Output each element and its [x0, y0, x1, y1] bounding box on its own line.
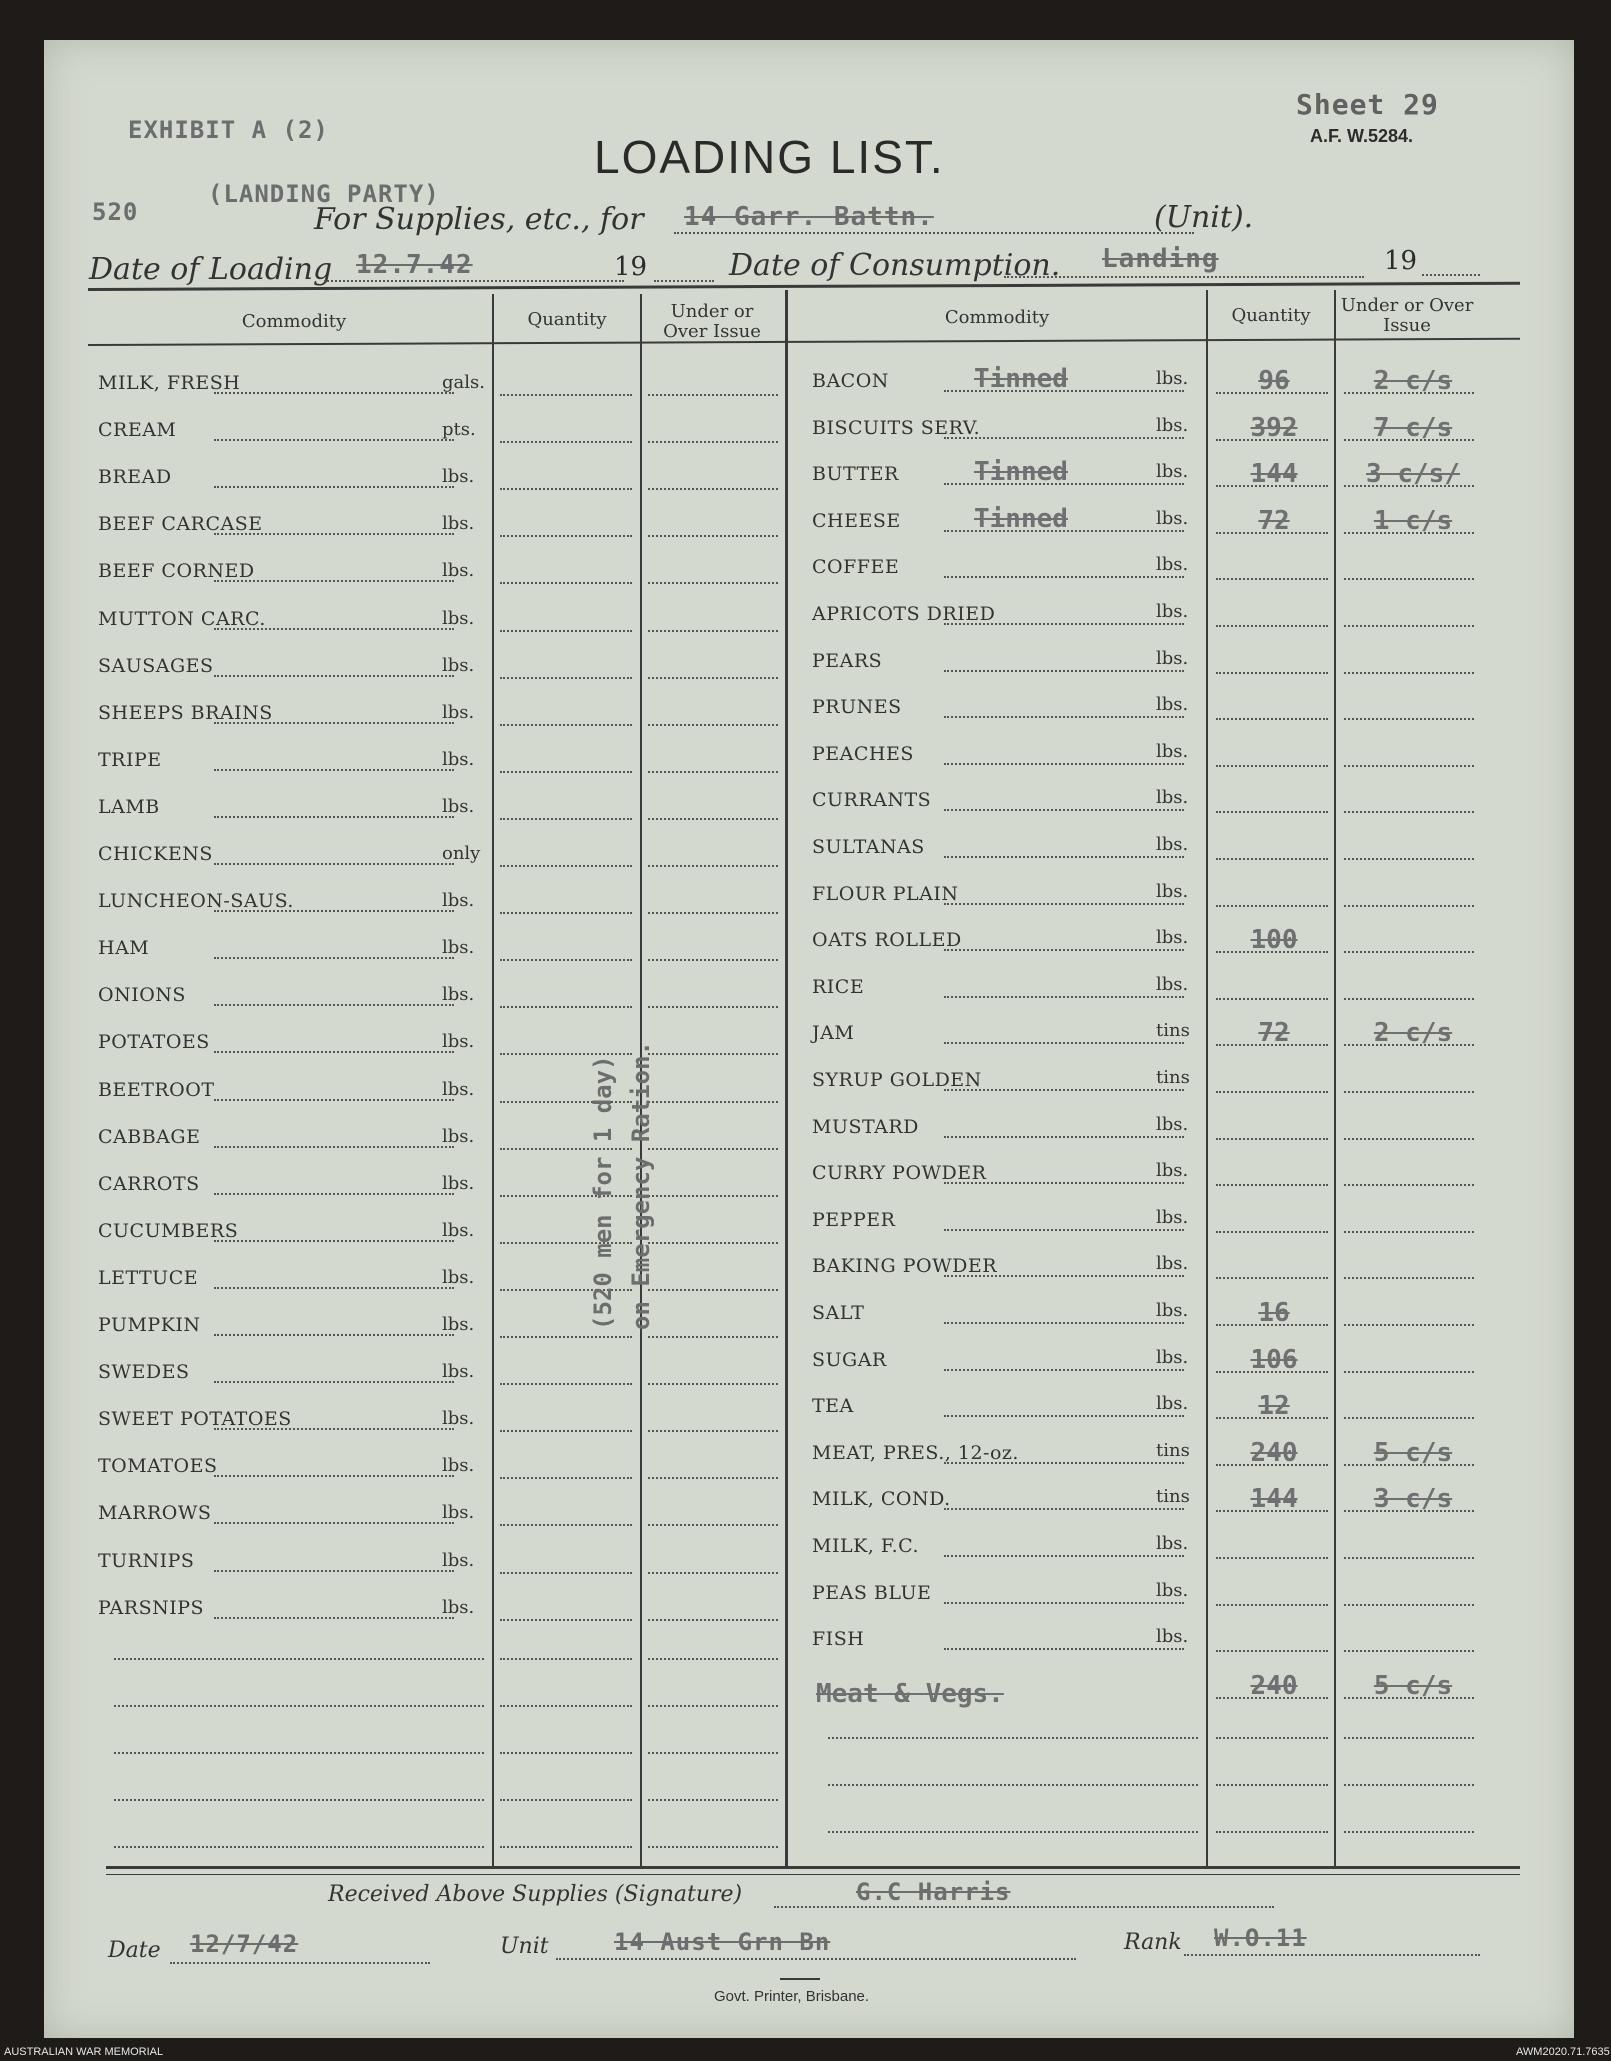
left-commodity-label: ONIONS — [98, 984, 186, 1006]
left-commodity-label: CREAM — [98, 419, 177, 441]
left-commodity-label: SWEDES — [98, 1361, 190, 1383]
header-bottom-rule — [88, 338, 1520, 346]
left-unit-label: lbs. — [442, 1502, 475, 1523]
footer-unit-value: 14 Aust Grn Bn — [614, 1928, 831, 1956]
right-unit-label: lbs. — [1156, 741, 1189, 762]
issue-value: 5 c/s — [1373, 1671, 1453, 1701]
right-unit-label: lbs. — [1156, 461, 1189, 482]
archive-caption-right: AWM2020.71.7635 — [1516, 2046, 1610, 2058]
left-commodity-label: CHICKENS — [98, 843, 213, 865]
right-commodity-label: PEACHES — [812, 743, 914, 765]
right-commodity-label: PEARS — [812, 650, 883, 672]
unit-label: (Unit). — [1154, 200, 1254, 235]
right-commodity-label: OATS ROLLED — [812, 929, 962, 951]
right-unit-label: tins — [1156, 1440, 1190, 1461]
left-unit-label: lbs. — [442, 1126, 475, 1147]
quantity-value: 240 — [1250, 1671, 1298, 1701]
right-unit-label: lbs. — [1156, 1160, 1189, 1181]
right-commodity-label: TEA — [812, 1395, 854, 1417]
year-label-2: 19 — [1384, 246, 1418, 276]
right-unit-label: lbs. — [1156, 415, 1189, 436]
emergency-ration-note-line1: (520 men for 1 day) — [589, 1055, 617, 1330]
date-value: 12/7/42 — [190, 1930, 299, 1958]
right-commodity-label: BAKING POWDER — [812, 1255, 998, 1277]
right-unit-label: lbs. — [1156, 1253, 1189, 1274]
col-issue-left: Under or Over Issue — [663, 301, 761, 342]
left-commodity-label: LAMB — [98, 796, 160, 818]
date-loading-value: 12.7.42 — [356, 250, 473, 280]
date-loading-label: Date of Loading — [89, 252, 333, 287]
left-unit-label: pts. — [442, 419, 476, 440]
right-commodity-label: CURRY POWDER — [812, 1162, 987, 1184]
right-unit-label: tins — [1156, 1067, 1190, 1088]
left-unit-label: only — [442, 843, 481, 864]
left-unit-label: lbs. — [442, 749, 475, 770]
left-unit-label: lbs. — [442, 1361, 475, 1382]
issue-value: 1 c/s — [1373, 506, 1453, 536]
issue-value: 7 c/s — [1373, 413, 1453, 443]
quantity-value: 240 — [1250, 1438, 1298, 1468]
left-commodity-label: MUTTON CARC. — [98, 608, 266, 630]
left-unit-label: lbs. — [442, 466, 475, 487]
date-consumption-value: Landing — [1102, 244, 1219, 274]
right-unit-label: lbs. — [1156, 787, 1189, 808]
right-commodity-label: RICE — [812, 976, 865, 998]
quantity-value: 16 — [1258, 1298, 1290, 1328]
quantity-value: 144 — [1250, 459, 1298, 489]
received-signature: G.C Harris — [856, 1878, 1011, 1906]
right-unit-label: lbs. — [1156, 1580, 1189, 1601]
right-unit-label: lbs. — [1156, 1347, 1189, 1368]
right-unit-label: tins — [1156, 1020, 1190, 1041]
right-commodity-label: FISH — [812, 1628, 865, 1650]
right-commodity-label: MILK, F.C. — [812, 1535, 920, 1557]
page-title: LOADING LIST. — [594, 131, 945, 183]
col-commodity-left: Commodity — [241, 311, 347, 332]
right-unit-label: tins — [1156, 1486, 1190, 1507]
left-unit-label: lbs. — [442, 984, 475, 1005]
left-unit-label: lbs. — [442, 513, 475, 534]
right-unit-label: lbs. — [1156, 554, 1189, 575]
for-supplies-label: For Supplies, etc., for — [314, 202, 644, 237]
emergency-ration-note — [584, 900, 684, 1330]
right-unit-label: lbs. — [1156, 927, 1189, 948]
date-label: Date — [108, 1938, 161, 1963]
issue-value: 3 c/s — [1373, 1484, 1453, 1514]
emergency-ration-note-line2: on Emergency Ration. — [627, 1041, 655, 1330]
issue-value: 2 c/s — [1373, 366, 1453, 396]
right-commodity-label: PRUNES — [812, 696, 902, 718]
right-unit-label: lbs. — [1156, 368, 1189, 389]
right-unit-label: lbs. — [1156, 508, 1189, 529]
typed-annotation: Tinned — [974, 457, 1068, 487]
typed-annotation: Tinned — [974, 364, 1068, 394]
divider-left-qty — [492, 294, 494, 1866]
landing-party-label: (LANDING PARTY) — [208, 180, 440, 208]
col-issue-right: Under or Over Issue — [1340, 295, 1474, 336]
table-bottom-rule-2 — [106, 1874, 1520, 1875]
right-commodity-label: COFFEE — [812, 556, 900, 578]
quantity-value: 96 — [1258, 366, 1290, 396]
quantity-value: 106 — [1250, 1345, 1298, 1375]
rank-label: Rank — [1124, 1930, 1182, 1955]
quantity-value: 144 — [1250, 1484, 1298, 1514]
right-commodity-label: APRICOTS DRIED — [812, 603, 996, 625]
left-unit-label: lbs. — [442, 1550, 475, 1571]
left-commodity-label: BREAD — [98, 466, 172, 488]
left-unit-label: lbs. — [442, 702, 475, 723]
left-commodity-label: LETTUCE — [98, 1267, 199, 1289]
left-commodity-label: CARROTS — [98, 1173, 200, 1195]
right-unit-label: lbs. — [1156, 1626, 1189, 1647]
left-commodity-label: CUCUMBERS — [98, 1220, 239, 1242]
right-commodity-label: JAM — [812, 1022, 855, 1044]
col-commodity-right: Commodity — [944, 307, 1050, 328]
right-unit-label: lbs. — [1156, 1114, 1189, 1135]
right-unit-label: lbs. — [1156, 1393, 1189, 1414]
right-commodity-label: MILK, COND. — [812, 1488, 951, 1510]
left-commodity-label: POTATOES — [98, 1031, 210, 1053]
left-commodity-label: PUMPKIN — [98, 1314, 201, 1336]
right-unit-label: lbs. — [1156, 1207, 1189, 1228]
left-unit-label: lbs. — [442, 1267, 475, 1288]
left-commodity-label: SHEEPS BRAINS — [98, 702, 273, 724]
left-commodity-label: TRIPE — [98, 749, 162, 771]
right-unit-label: lbs. — [1156, 601, 1189, 622]
left-commodity-label: CABBAGE — [98, 1126, 201, 1148]
divider-right-issue — [1334, 290, 1336, 1866]
left-commodity-label: SWEET POTATOES — [98, 1408, 292, 1430]
right-commodity-label: MUSTARD — [812, 1116, 919, 1138]
left-unit-label: lbs. — [442, 1408, 475, 1429]
left-unit-label: lbs. — [442, 937, 475, 958]
left-commodity-label: BEEF CARCASE — [98, 513, 263, 535]
right-unit-label: lbs. — [1156, 974, 1189, 995]
right-commodity-label: CURRANTS — [812, 789, 932, 811]
rank-value: W.O.11 — [1214, 1924, 1307, 1952]
right-commodity-label: SALT — [812, 1302, 865, 1324]
left-unit-label: lbs. — [442, 1314, 475, 1335]
divider-center — [785, 290, 788, 1866]
right-commodity-label: MEAT, PRES., 12-oz. — [812, 1442, 1019, 1464]
right-commodity-label: Meat & Vegs. — [816, 1679, 1004, 1709]
right-commodity-label: CHEESE — [812, 510, 901, 532]
right-commodity-label: SUGAR — [812, 1349, 887, 1371]
table-bottom-rule — [106, 1866, 1520, 1869]
right-commodity-label: BACON — [812, 370, 889, 392]
quantity-value: 392 — [1250, 413, 1298, 443]
left-commodity-label: PARSNIPS — [98, 1597, 205, 1619]
right-commodity-label: SYRUP GOLDEN — [812, 1069, 982, 1091]
left-commodity-label: BEEF CORNED — [98, 560, 255, 582]
left-commodity-label: HAM — [98, 937, 150, 959]
right-commodity-label: PEPPER — [812, 1209, 896, 1231]
document-sheet — [44, 40, 1574, 2038]
left-commodity-label: LUNCHEON-SAUS. — [98, 890, 294, 912]
typed-annotation: Tinned — [974, 504, 1068, 534]
right-unit-label: lbs. — [1156, 834, 1189, 855]
sheet-number: Sheet 29 — [1296, 88, 1439, 121]
divider-right-qty — [1206, 290, 1208, 1866]
col-quantity-left: Quantity — [527, 309, 607, 330]
col-quantity-right: Quantity — [1231, 305, 1311, 326]
right-commodity-label: SULTANAS — [812, 836, 925, 858]
quantity-value: 12 — [1258, 1391, 1290, 1421]
issue-value: 3 c/s/ — [1366, 459, 1460, 489]
exhibit-label: EXHIBIT A (2) — [128, 116, 329, 144]
unit-value: 14 Garr. Battn. — [684, 202, 934, 232]
quantity-value: 72 — [1258, 1018, 1290, 1048]
archive-caption-left: AUSTRALIAN WAR MEMORIAL — [4, 2046, 164, 2058]
right-unit-label: lbs. — [1156, 648, 1189, 669]
right-commodity-label: BUTTER — [812, 463, 899, 485]
date-consumption-label: Date of Consumption. — [729, 248, 1061, 283]
left-unit-label: lbs. — [442, 655, 475, 676]
left-unit-label: lbs. — [442, 1031, 475, 1052]
left-commodity-label: MARROWS — [98, 1502, 212, 1524]
left-unit-label: lbs. — [442, 1173, 475, 1194]
left-unit-label: lbs. — [442, 1079, 475, 1100]
year-label: 19 — [614, 252, 648, 282]
quantity-value: 100 — [1250, 925, 1298, 955]
issue-value: 2 c/s — [1373, 1018, 1453, 1048]
footer-unit-label: Unit — [500, 1934, 549, 1959]
left-unit-label: lbs. — [442, 608, 475, 629]
left-commodity-label: BEETROOT — [98, 1079, 215, 1101]
left-commodity-label: MILK, FRESH — [98, 372, 241, 394]
right-commodity-label: PEAS BLUE — [812, 1582, 932, 1604]
right-unit-label: lbs. — [1156, 881, 1189, 902]
right-unit-label: lbs. — [1156, 1533, 1189, 1554]
left-unit-label: lbs. — [442, 560, 475, 581]
received-label: Received Above Supplies (Signature) — [328, 1882, 743, 1907]
right-commodity-label: FLOUR PLAIN — [812, 883, 959, 905]
printer-rule — [780, 1978, 820, 1980]
form-number: A.F. W.5284. — [1310, 126, 1414, 146]
left-unit-label: gals. — [442, 372, 485, 393]
right-unit-label: lbs. — [1156, 1300, 1189, 1321]
left-commodity-label: TOMATOES — [98, 1455, 218, 1477]
left-unit-label: lbs. — [442, 1597, 475, 1618]
left-unit-label: lbs. — [442, 1455, 475, 1476]
right-commodity-label: BISCUITS SERV. — [812, 417, 981, 439]
left-commodity-label: SAUSAGES — [98, 655, 214, 677]
issue-value: 5 c/s — [1373, 1438, 1453, 1468]
men-count: 520 — [92, 198, 139, 226]
left-unit-label: lbs. — [442, 1220, 475, 1241]
quantity-value: 72 — [1258, 506, 1290, 536]
left-unit-label: lbs. — [442, 890, 475, 911]
right-unit-label: lbs. — [1156, 694, 1189, 715]
left-unit-label: lbs. — [442, 796, 475, 817]
printer-credit: Govt. Printer, Brisbane. — [714, 1988, 870, 2005]
left-commodity-label: TURNIPS — [98, 1550, 195, 1572]
